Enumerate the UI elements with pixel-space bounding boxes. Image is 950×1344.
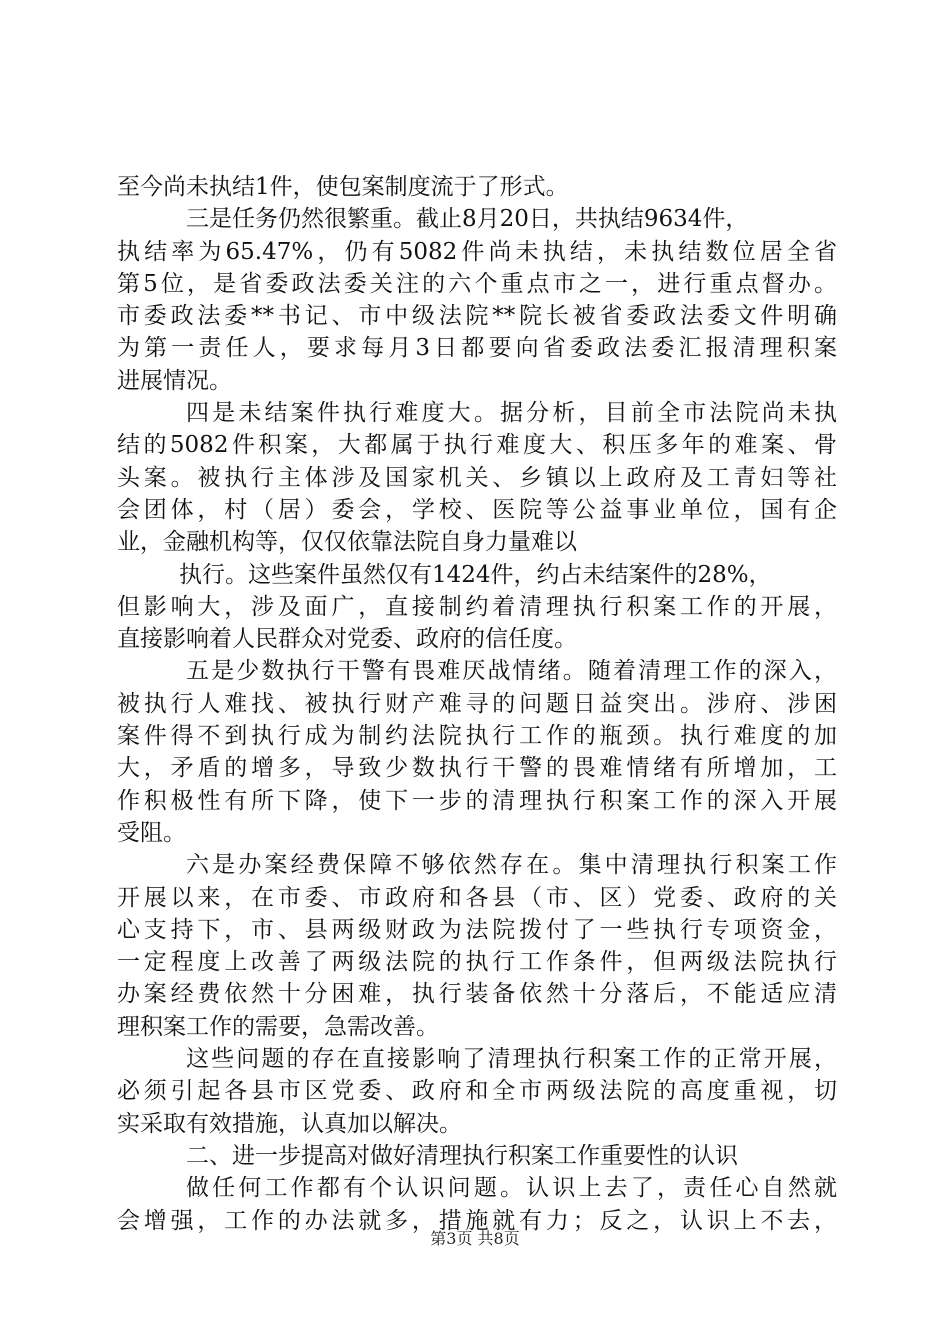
text-line: 为第一责任人，要求每月3日都要向省委政法委汇报清理积案 — [117, 335, 837, 362]
text-line: 业，金融机构等，仅仅依靠法院自身力量难以 — [117, 529, 577, 556]
text-line: 五是少数执行干警有畏难厌战情绪。随着清理工作的深入， — [186, 658, 837, 685]
text-line: 心支持下，市、县两级财政为法院拨付了一些执行专项资金， — [117, 916, 837, 943]
text-line: 会增强，工作的办法就多，措施就有力；反之，认识上不去， — [117, 1207, 837, 1234]
text-line: 结的5082件积案，大都属于执行难度大、积压多年的难案、骨 — [117, 432, 837, 459]
text-line: 大，矛盾的增多，导致少数执行干警的畏难情绪有所增加，工 — [117, 755, 837, 782]
text-line: 四是未结案件执行难度大。据分析，目前全市法院尚未执 — [186, 400, 837, 427]
section-heading: 二、进一步提高对做好清理执行积案工作重要性的认识 — [186, 1142, 738, 1169]
text-line: 作积极性有所下降，使下一步的清理执行积案工作的深入开展 — [117, 787, 837, 814]
text-line: 受阻。 — [117, 819, 186, 846]
text-line: 但影响大，涉及面广，直接制约着清理执行积案工作的开展， — [117, 593, 837, 620]
text-line: 执结率为65.47%，仍有5082件尚未执结，未执结数位居全省 — [117, 238, 837, 265]
text-line: 执行。这些案件虽然仅有1424件，约占未结案件的28%， — [179, 561, 772, 588]
text-line: 案件得不到执行成为制约法院执行工作的瓶颈。执行难度的加 — [117, 723, 837, 750]
text-line: 做任何工作都有个认识问题。认识上去了，责任心自然就 — [186, 1175, 837, 1202]
text-line: 理积案工作的需要，急需改善。 — [117, 1013, 439, 1040]
text-line: 进展情况。 — [117, 367, 232, 394]
document-body — [117, 171, 837, 1237]
text-line: 被执行人难找、被执行财产难寻的问题日益突出。涉府、涉困 — [117, 690, 837, 717]
text-line: 至今尚未执结1件，使包案制度流于了形式。 — [117, 174, 569, 200]
text-line: 直接影响着人民群众对党委、政府的信任度。 — [117, 626, 577, 653]
text-line: 市委政法委**书记、市中级法院**院长被省委政法委文件明确 — [117, 303, 837, 330]
text-line: 开展以来，在市委、市政府和各县（市、区）党委、政府的关 — [117, 884, 837, 911]
text-line: 一定程度上改善了两级法院的执行工作条件，但两级法院执行 — [117, 949, 837, 976]
text-line: 会团体，村（居）委会，学校、医院等公益事业单位，国有企 — [117, 496, 837, 523]
text-line: 六是办案经费保障不够依然存在。集中清理执行积案工作 — [186, 852, 837, 879]
text-line: 办案经费依然十分困难，执行装备依然十分落后，不能适应清 — [117, 981, 837, 1008]
text-line: 第5位，是省委政法委关注的六个重点市之一，进行重点督办。 — [117, 270, 837, 297]
text-line: 三是任务仍然很繁重。截止8月20日，共执结9634件， — [186, 206, 749, 233]
text-line: 头案。被执行主体涉及国家机关、乡镇以上政府及工青妇等社 — [117, 464, 837, 491]
text-line: 必须引起各县市区党委、政府和全市两级法院的高度重视，切 — [117, 1078, 837, 1105]
text-line: 这些问题的存在直接影响了清理执行积案工作的正常开展， — [186, 1046, 837, 1073]
text-line: 实采取有效措施，认真加以解决。 — [117, 1110, 462, 1137]
page-number-footer: 第3页 共8页 — [430, 1229, 520, 1248]
